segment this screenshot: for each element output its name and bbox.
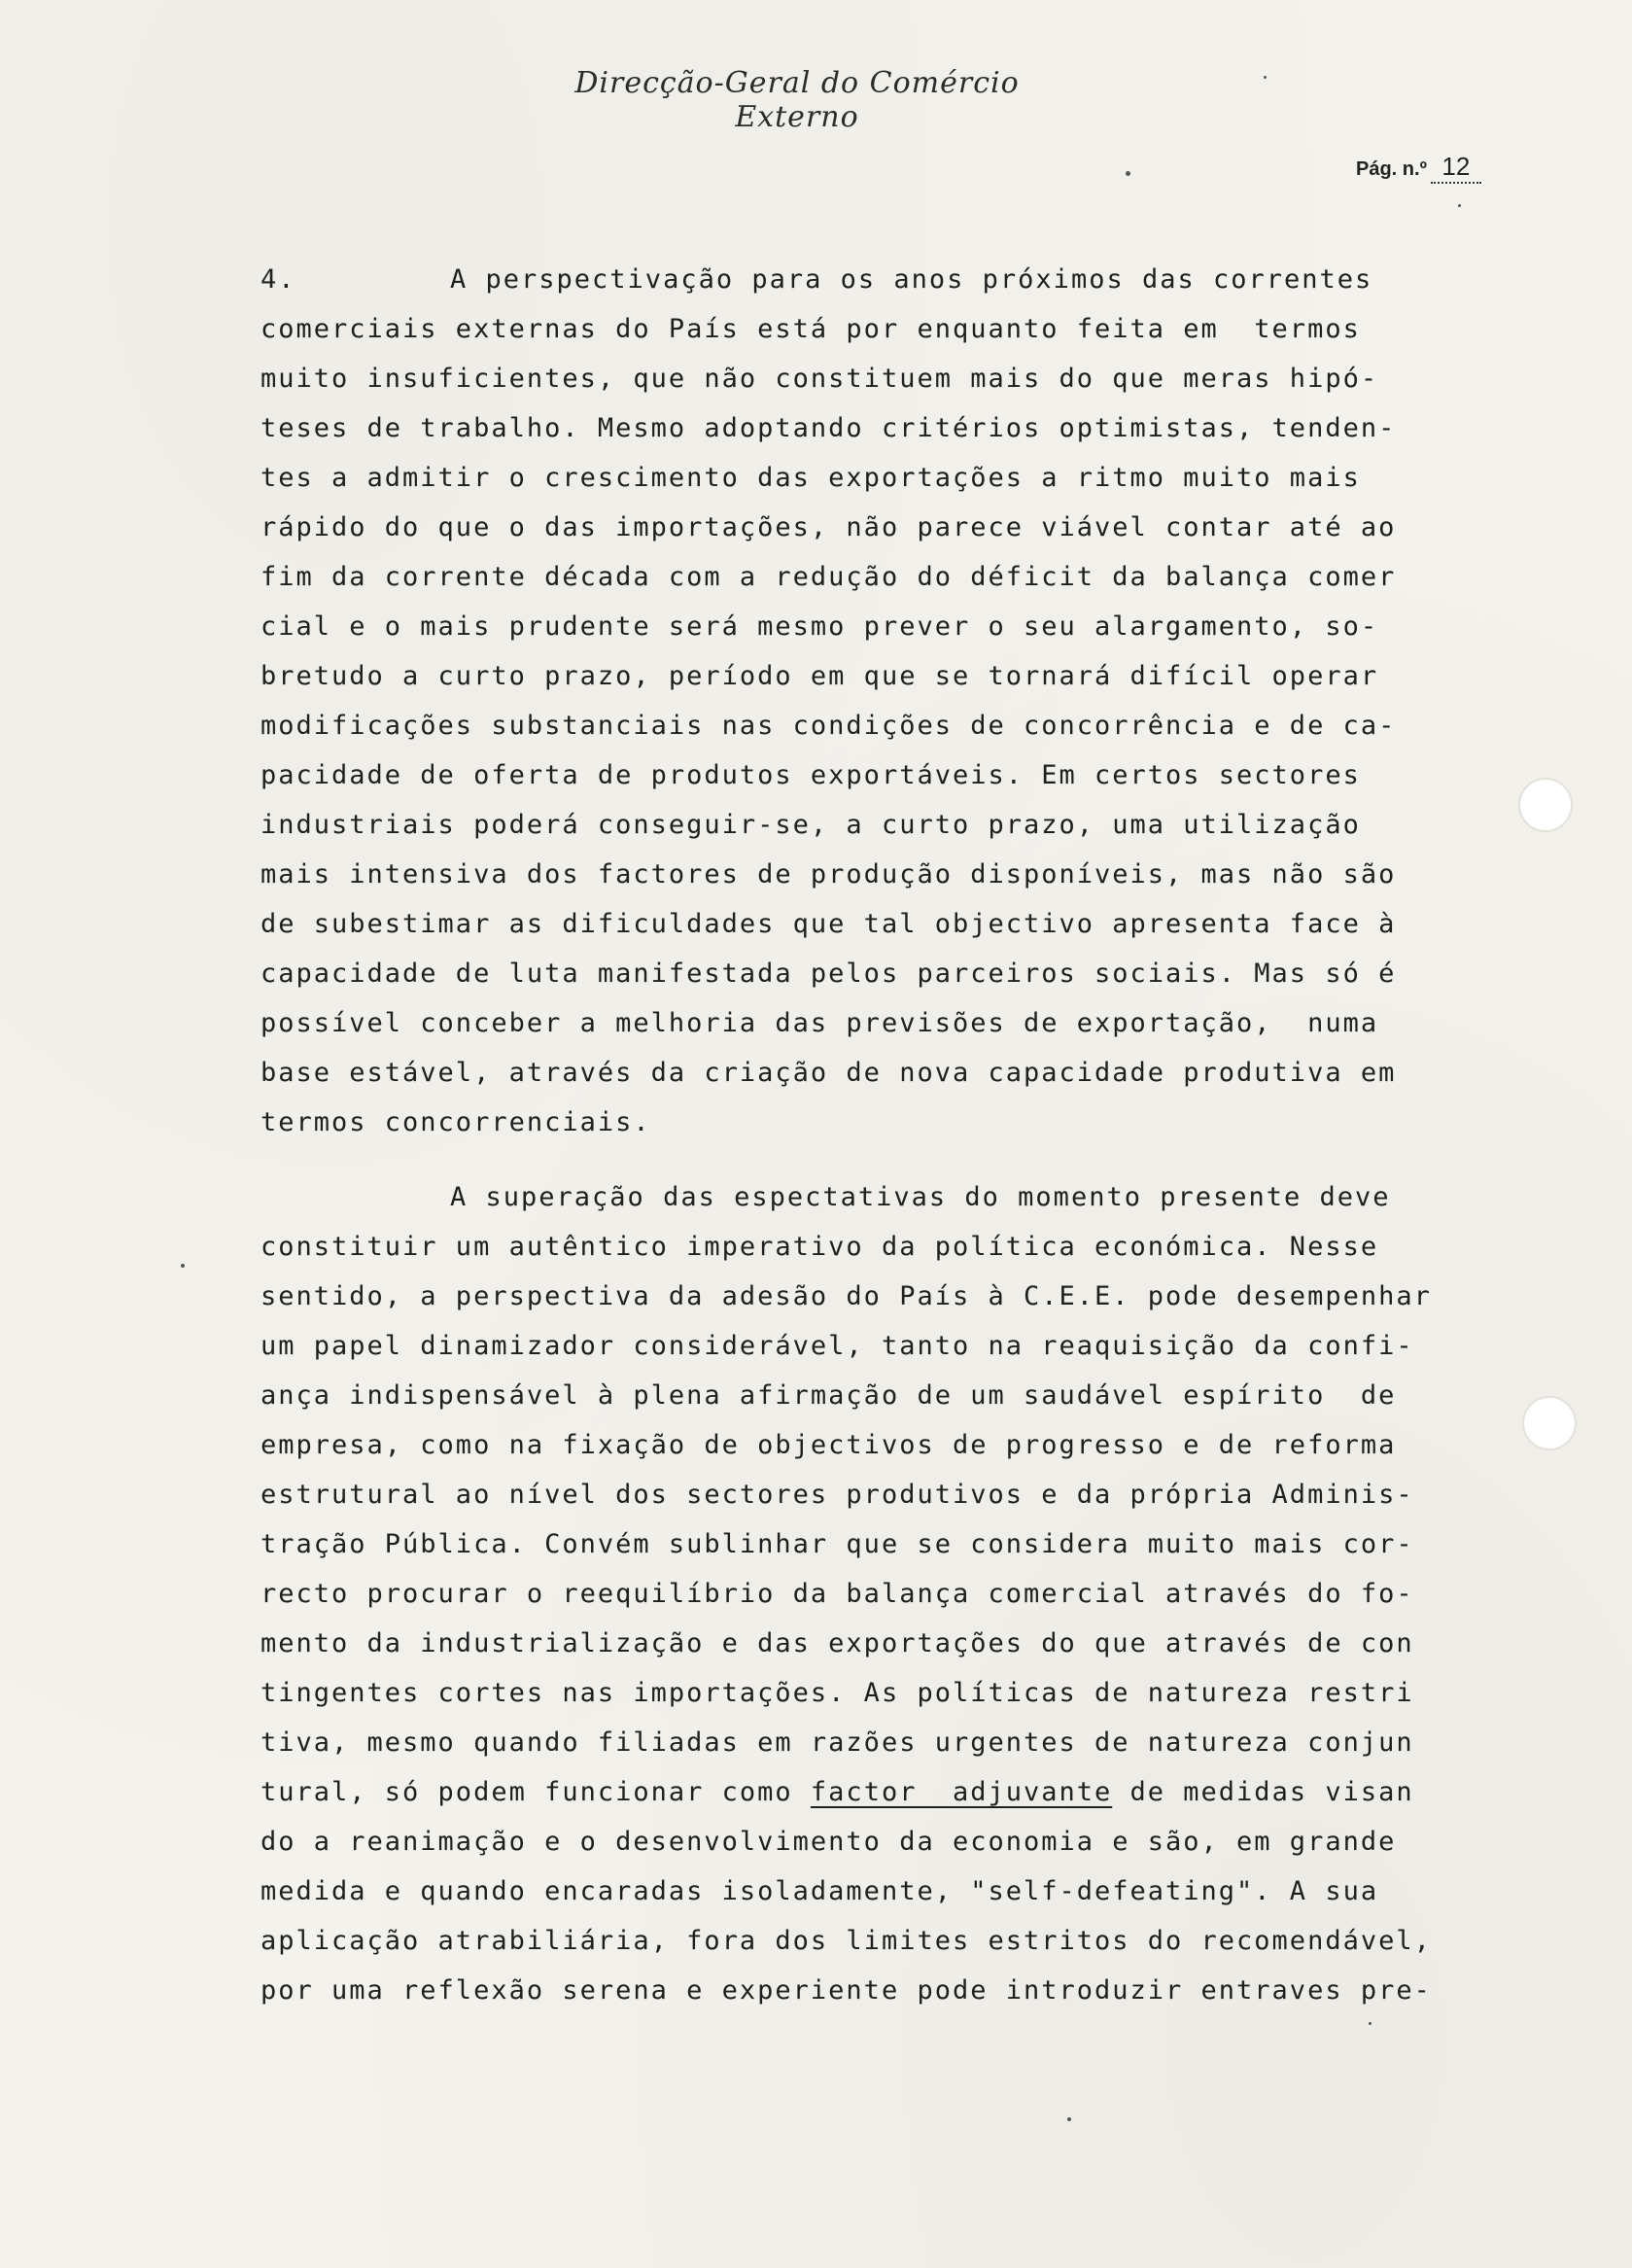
text-line: modificações substanciais nas condições de concorrência e de ca- <box>260 711 1397 741</box>
text-line: ança indispensável à plena afirmação de um saudável espírito de <box>260 1380 1397 1411</box>
text-line: aplicação atrabiliária, fora dos limites estritos do recomendável, <box>260 1926 1432 1956</box>
text-line: recto procurar o reequilíbrio da balança comercial através do fo- <box>260 1579 1414 1609</box>
punch-hole <box>1522 1396 1577 1450</box>
text-line: do a reanimação e o desenvolvimento da economia e são, em grande <box>260 1827 1397 1857</box>
line-text: A perspectivação para os anos próximos das correntes <box>450 264 1373 295</box>
paper-speck <box>1067 2117 1071 2121</box>
page-number-field <box>1356 152 1481 184</box>
text-line: estrutural ao nível dos sectores produtivos e da própria Adminis- <box>260 1480 1414 1510</box>
text-line: teses de trabalho. Mesmo adoptando critérios optimistas, tenden- <box>260 413 1397 443</box>
document-body <box>260 255 1582 2015</box>
text-line: fim da corrente década com a redução do déficit da balança comer <box>260 562 1397 592</box>
text-line: constituir um autêntico imperativo da política económica. Nesse <box>260 1232 1379 1262</box>
paper-speck <box>1458 204 1461 207</box>
paper-speck <box>1369 2022 1372 2025</box>
line-text: tural, só podem funcionar como <box>260 1777 811 1807</box>
text-line: por uma reflexão serena e experiente pode introduzir entraves pre- <box>260 1975 1432 2006</box>
text-line: base estável, através da criação de nova capacidade produtiva em <box>260 1058 1397 1088</box>
text-line: tiva, mesmo quando filiadas em razões urgentes de natureza conjun <box>260 1727 1414 1758</box>
text-line: tes a admitir o crescimento das exportações a ritmo muito mais <box>260 463 1361 493</box>
text-line: bretudo a curto prazo, período em que se tornará difícil operar <box>260 661 1379 691</box>
text-line: muito insuficientes, que não constituem mais do que meras hipó- <box>260 364 1379 394</box>
paragraph-number: 4. <box>260 264 296 295</box>
text-line: industriais poderá conseguir-se, a curto prazo, uma utilização <box>260 810 1361 840</box>
text-line: mais intensiva dos factores de produção disponíveis, mas não são <box>260 859 1397 890</box>
underlined-emphasis: factor adjuvante <box>810 1777 1113 1807</box>
line-text: A superação das espectativas do momento presente deve <box>450 1182 1391 1212</box>
text-line: capacidade de luta manifestada pelos parceiros sociais. Mas só é <box>260 959 1397 989</box>
paper-speck <box>1126 171 1130 176</box>
line-text: de medidas visan <box>1112 1777 1414 1807</box>
text-line: rápido do que o das importações, não parece viável contar até ao <box>260 512 1397 542</box>
text-line: termos concorrenciais. <box>260 1107 651 1137</box>
page-number-label: Pág. n.º <box>1356 158 1427 180</box>
text-line: pacidade de oferta de produtos exportáveis. Em certos sectores <box>260 760 1361 790</box>
text-line: um papel dinamizador considerável, tanto na reaquisição da confi- <box>260 1331 1414 1361</box>
punch-hole <box>1518 778 1573 832</box>
text-line: comerciais externas do País está por enquanto feita em termos <box>260 314 1361 344</box>
text-line: medida e quando encaradas isoladamente, "self-defeating". A sua <box>260 1876 1379 1906</box>
page-number: 12 <box>1431 152 1481 184</box>
letterhead: Direcção-Geral do Comércio Externo <box>574 66 1020 134</box>
paper-speck <box>1264 76 1267 79</box>
text-line: tração Pública. Convém sublinhar que se considera muito mais cor- <box>260 1529 1414 1559</box>
text-line: mento da industrialização e das exportações do que através de con <box>260 1628 1414 1658</box>
text-line: cial e o mais prudente será mesmo prever o seu alargamento, so- <box>260 611 1379 642</box>
text-line <box>260 1172 1582 1222</box>
text-line: empresa, como na fixação de objectivos de progresso e de reforma <box>260 1430 1397 1460</box>
text-line: sentido, a perspectiva da adesão do País à C.E.E. pode desempenhar <box>260 1281 1432 1311</box>
text-line <box>260 1767 1582 1817</box>
text-line: de subestimar as dificuldades que tal objectivo apresenta face à <box>260 909 1397 939</box>
text-line <box>260 255 1582 304</box>
text-line: tingentes cortes nas importações. As políticas de natureza restri <box>260 1678 1414 1708</box>
paper-speck <box>181 1264 185 1268</box>
text-line: possível conceber a melhoria das previsões de exportação, numa <box>260 1008 1379 1038</box>
